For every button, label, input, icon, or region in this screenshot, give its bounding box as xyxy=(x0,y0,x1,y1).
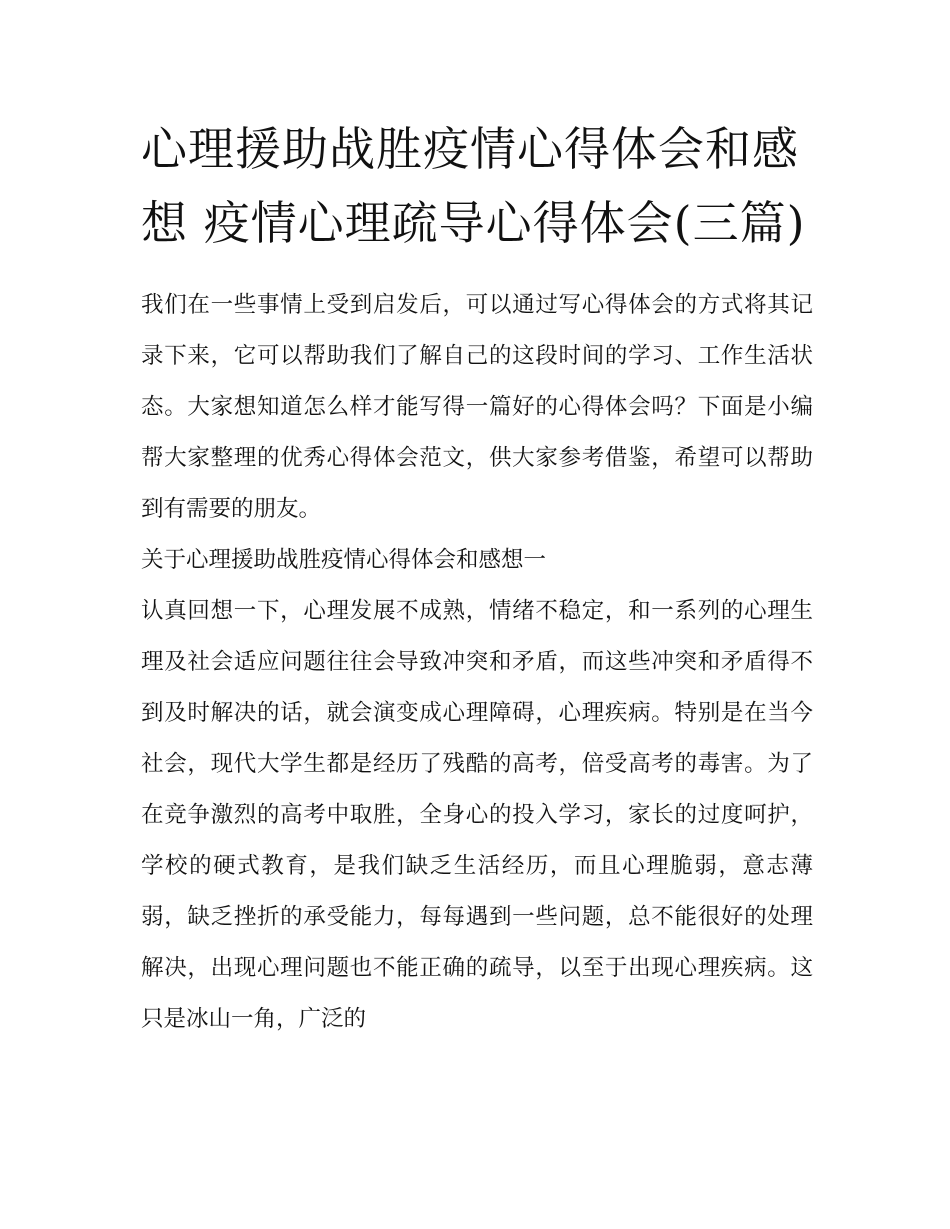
document-content xyxy=(141,112,813,1045)
section-heading: 关于心理援助战胜疫情心得体会和感想一 xyxy=(141,547,547,573)
document-title: 心理援助战胜疫情心得体会和感想 疫情心理疏导心得体会(三篇) xyxy=(141,122,806,250)
body-paragraph: 认真回想一下，心理发展不成熟，情绪不稳定，和一系列的心理生理及社会适应问题往往会导致冲突和矛盾，而这些冲突和矛盾得不到及时解决的话，就会演变成心理障碍，心理疾病。特别是在当今社会，现代大学生都是经历了残酷的高考，倍受高考的毒害。为了在竞争激烈的高考中取胜，全身心的投入学习，家长的过度呵护，学校的硬式教育，是我们缺乏生活经历，而且心理脆弱，意志薄弱，缺乏挫折的承受能力，每每遇到一些问题，总不能很好的处理解决，出现心理问题也不能正确的疏导，以至于出现心理疾病。这只是冰山一角，广泛的 xyxy=(141,598,813,1032)
intro-paragraph: 我们在一些事情上受到启发后，可以通过写心得体会的方式将其记录下来，它可以帮助我们了解自己的这段时间的学习、工作生活状态。大家想知道怎么样才能写得一篇好的心得体会吗？下面是小编帮大家整理的优秀心得体会范文，供大家参考借鉴，希望可以帮助到有需要的朋友。 xyxy=(141,292,813,522)
